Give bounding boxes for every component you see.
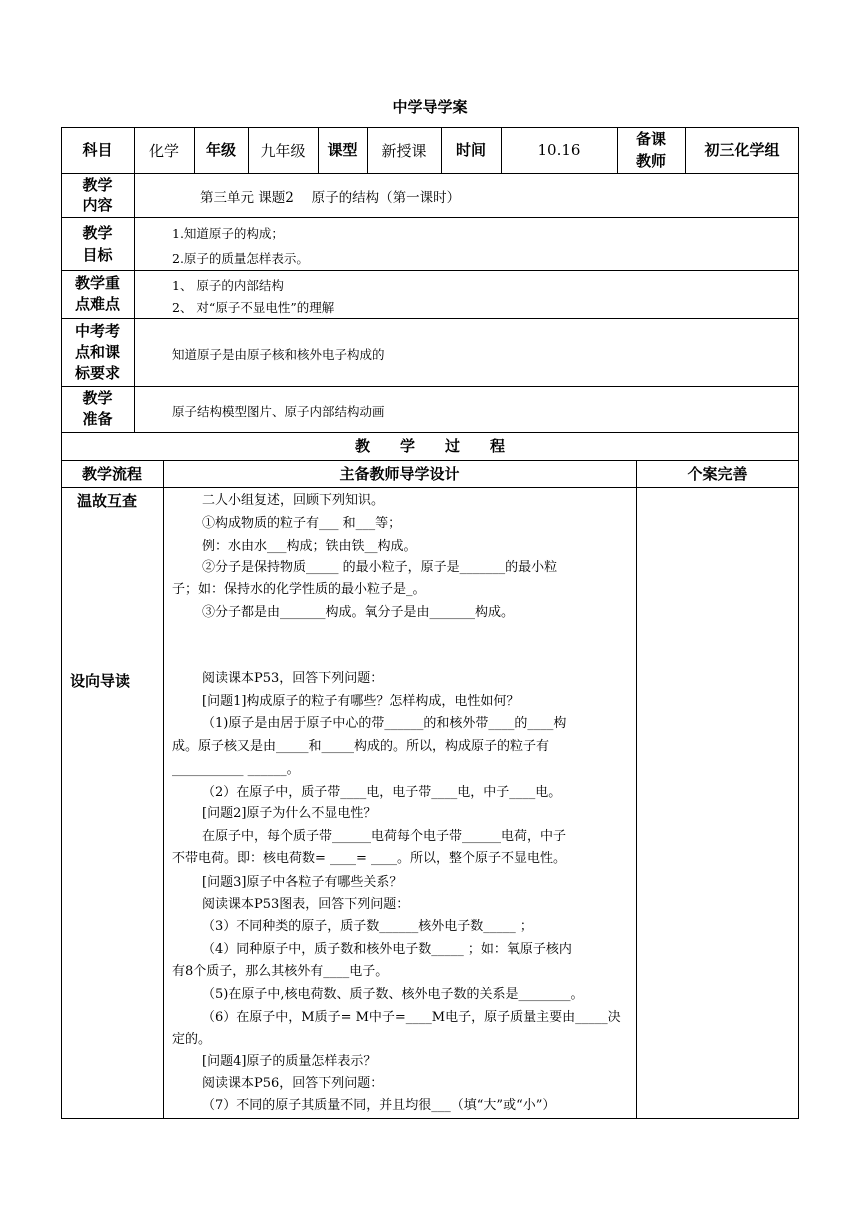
goal-item: 2.原子的质量怎样表示。 xyxy=(172,251,309,266)
body-line: （6）在原子中，M质子= M中子=____M电子，原子质量主要由_____决 xyxy=(202,1010,621,1025)
body-line: 阅读课本P53，回答下列问题： xyxy=(202,671,384,686)
subject-label: 科目 xyxy=(82,141,113,159)
exam-text: 知道原子是由原子核和核外电子构成的 xyxy=(172,347,385,362)
grade-label: 年级 xyxy=(205,141,236,159)
keypoint-item: 1、 原子的内部结构 xyxy=(172,278,284,293)
teacher-label: 备课 教师 xyxy=(635,130,666,170)
exam-label: 中考考 点和课 标要求 xyxy=(74,321,120,382)
body-line: （2）在原子中，质子带____电，电子带____电，中子____电。 xyxy=(202,785,562,800)
body-line: [问题3]原子中各粒子有哪些关系？ xyxy=(202,875,403,890)
flow-header: 教学流程 xyxy=(81,464,142,483)
body-line: 阅读课本P53图表，回答下列问题： xyxy=(202,897,410,912)
body-line: 在原子中，每个质子带______电荷每个电子带______电荷，中子 xyxy=(202,829,567,844)
body-line: ___________ ______。 xyxy=(172,762,300,777)
body-line: （7）不同的原子其质量不同，并且均很___（填“大”或“小”） xyxy=(202,1098,556,1113)
body-line: ①构成物质的粒子有___ 和___等； xyxy=(202,516,402,531)
body-line: （4）同种原子中，质子数和核外电子数_____ ；如：氧原子核内 xyxy=(202,942,572,957)
body-line: ②分子是保持物质_____ 的最小粒子，原子是_______的最小粒 xyxy=(202,560,558,575)
body-line: （1)原子是由居于原子中心的带______的和核外带____的____构 xyxy=(202,716,567,731)
time-value: 10.16 xyxy=(537,141,581,159)
grade-value: 九年级 xyxy=(260,141,306,160)
body-line: 例：水由水___构成；铁由铁__构成。 xyxy=(202,539,417,554)
body-line: ③分子都是由_______构成。氧分子是由_______构成。 xyxy=(202,605,515,620)
section-guide: 设向导读 xyxy=(70,672,131,690)
body-line: [问题2]原子为什么不显电性？ xyxy=(202,806,377,821)
process-title: 教 学 过 程 xyxy=(354,437,505,455)
goal-item: 1.知道原子的构成； xyxy=(172,226,284,241)
body-line: 定的。 xyxy=(172,1032,212,1047)
teacher-value: 初三化学组 xyxy=(704,141,780,159)
body-line: （5)在原子中,核电荷数、质子数、核外电子数的关系是________。 xyxy=(202,987,584,1002)
body-line: 子；如：保持水的化学性质的最小粒子是_。 xyxy=(172,582,426,597)
design-header: 主备教师导学设计 xyxy=(339,464,460,483)
body-line: 二人小组复述，回顾下列知识。 xyxy=(202,493,385,508)
keypoints-label: 教学重 点难点 xyxy=(74,274,120,313)
keypoint-item: 2、 对“原子不显电性”的理解 xyxy=(172,300,335,315)
prep-text: 原子结构模型图片、原子内部结构动画 xyxy=(172,404,385,419)
goals-label: 教学 目标 xyxy=(82,223,113,264)
prep-label: 教学 准备 xyxy=(82,389,113,428)
body-line: （3）不同种类的原子，质子数______核外电子数_____ ； xyxy=(202,919,533,934)
content-label: 教学 内容 xyxy=(82,176,113,214)
section-review: 温故互查 xyxy=(77,492,138,510)
body-line: [问题1]构成原子的粒子有哪些？怎样构成，电性如何？ xyxy=(202,694,520,709)
type-label: 课型 xyxy=(327,141,358,159)
type-value: 新授课 xyxy=(381,141,427,160)
subject-value: 化学 xyxy=(148,141,179,160)
time-label: 时间 xyxy=(455,141,486,159)
body-line: 不带电荷。即：核电荷数= ____= ____。所以，整个原子不显电性。 xyxy=(172,851,567,866)
body-line: [问题4]原子的质量怎样表示？ xyxy=(202,1054,377,1069)
body-line: 有8个质子，那么其核外有____电子。 xyxy=(172,964,389,979)
personal-header: 个案完善 xyxy=(687,464,748,483)
page-title: 中学导学案 xyxy=(392,98,468,116)
content-text: 第三单元 课题2 原子的结构（第一课时） xyxy=(200,190,461,206)
body-line: 阅读课本P56，回答下列问题： xyxy=(202,1076,384,1091)
body-line: 成。原子核又是由_____和_____构成的。所以，构成原子的粒子有 xyxy=(172,739,550,754)
